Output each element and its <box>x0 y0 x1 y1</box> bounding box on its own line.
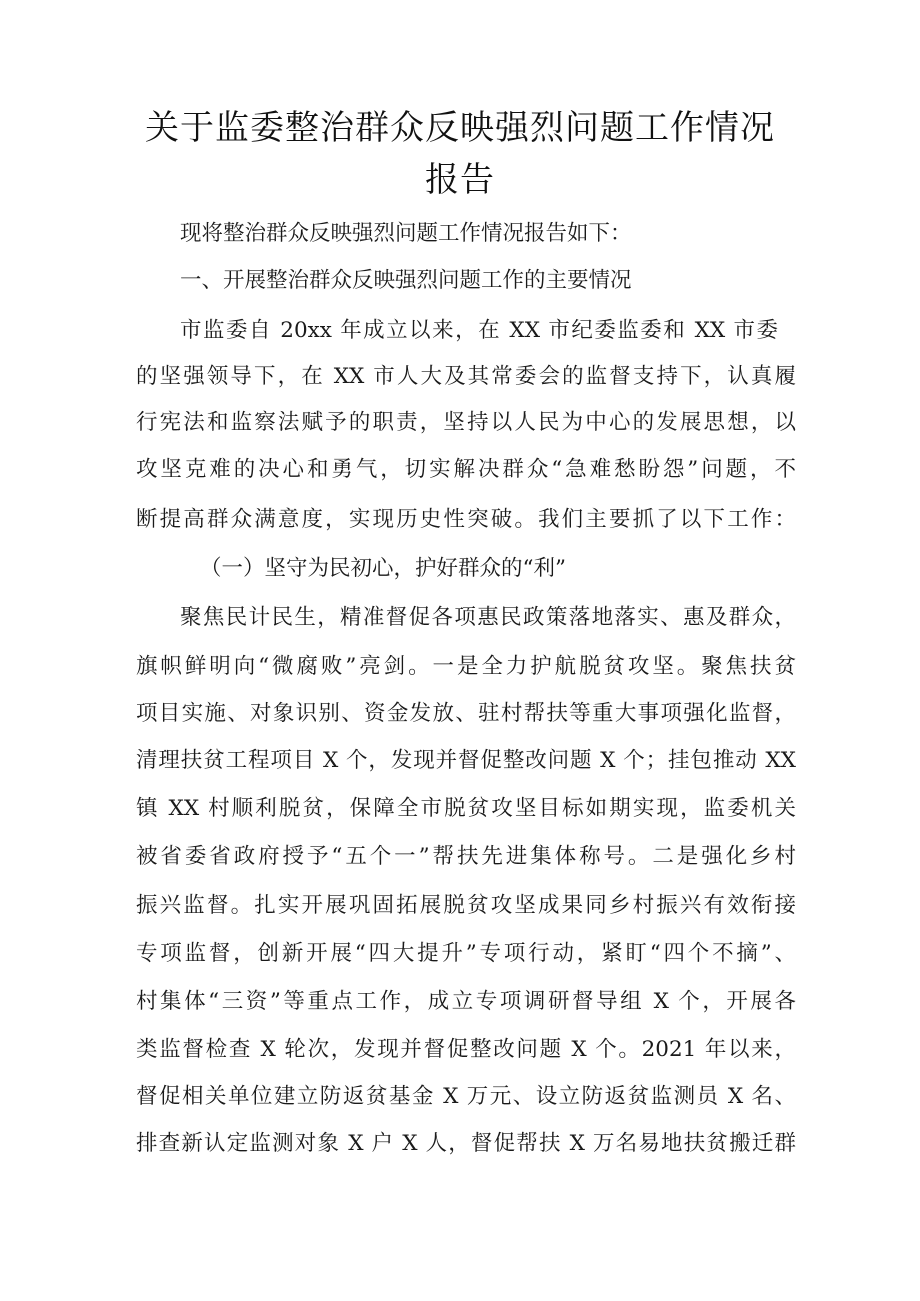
paragraph-2-line: 排查新认定监测对象 X 户 X 人，督促帮扶 X 万名易地扶贫搬迁群 <box>136 1131 796 1156</box>
subsection-1-heading: （一）坚守为民初心，护好群众的“利” <box>200 556 566 581</box>
paragraph-2-line: 项目实施、对象识别、资金发放、驻村帮扶等重大事项强化监督， <box>136 701 796 726</box>
document-title-line-1: 关于监委整治群众反映强烈问题工作情况 <box>145 108 775 148</box>
paragraph-2-line: 旗帜鲜明向“微腐败”亮剑。一是全力护航脱贫攻坚。聚焦扶贫 <box>136 654 796 679</box>
paragraph-1-line: 攻坚克难的决心和勇气，切实解决群众“急难愁盼怨”问题，不 <box>136 457 796 482</box>
intro-paragraph: 现将整治群众反映强烈问题工作情况报告如下： <box>180 221 632 246</box>
paragraph-2-line: 聚焦民计民生，精准督促各项惠民政策落地落实、惠及群众， <box>180 605 796 630</box>
paragraph-2-line: 被省委省政府授予“五个一”帮扶先进集体称号。二是强化乡村 <box>136 844 796 869</box>
paragraph-1-line: 断提高群众满意度，实现历史性突破。我们主要抓了以下工作： <box>136 507 796 532</box>
paragraph-2-line: 类监督检查 X 轮次，发现并督促整改问题 X 个。2021 年以来， <box>136 1037 796 1062</box>
paragraph-2-line: 振兴监督。扎实开展巩固拓展脱贫攻坚成果同乡村振兴有效衔接 <box>136 893 796 918</box>
paragraph-2-line: 督促相关单位建立防返贫基金 X 万元、设立防返贫监测员 X 名、 <box>136 1084 796 1109</box>
paragraph-1-line: 行宪法和监察法赋予的职责，坚持以人民为中心的发展思想，以 <box>136 410 796 435</box>
document-title-line-2: 报告 <box>425 160 495 200</box>
paragraph-2-line: 村集体“三资”等重点工作，成立专项调研督导组 X 个，开展各 <box>136 989 796 1014</box>
paragraph-2-line: 专项监督，创新开展“四大提升”专项行动，紧盯“四个不摘”、 <box>136 941 796 966</box>
section-1-heading: 一、开展整治群众反映强烈问题工作的主要情况 <box>180 268 632 293</box>
paragraph-1-line: 的坚强领导下，在 XX 市人大及其常委会的监督支持下，认真履 <box>136 364 796 389</box>
paragraph-1-line: 市监委自 20xx 年成立以来，在 XX 市纪委监委和 XX 市委 <box>180 318 778 343</box>
paragraph-2-line: 镇 XX 村顺利脱贫，保障全市脱贫攻坚目标如期实现，监委机关 <box>136 796 796 821</box>
paragraph-2-line: 清理扶贫工程项目 X 个，发现并督促整改问题 X 个；挂包推动 XX <box>136 748 796 773</box>
